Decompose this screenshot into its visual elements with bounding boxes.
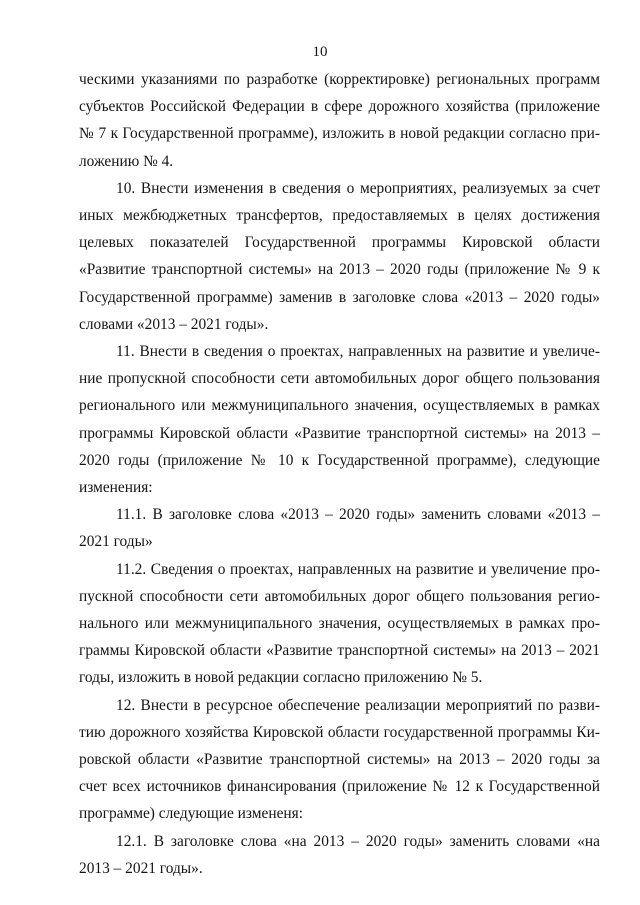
page-number: 10 bbox=[312, 44, 328, 60]
document-body bbox=[79, 66, 600, 882]
paragraph-item-12-1: 12.1. В заголовке слова «на 2013 – 2020 годы» заменить словами «на 2013 – 2021 годы». bbox=[79, 832, 600, 877]
paragraph-item-10: 10. Внести изменения в сведения о мероприятиях, реализуемых за счет иных межбюджетных трансфертов, предоставляемых в целях достижения целевых показателей Государственной программы Кировской области «Развитие транспортной системы» на 2013 – 2020 годы (приложение № 9 к Государственной программе) заменив в заголовке слова «2013 – 2020 годы» словами «2013 – 2021 годы». bbox=[79, 179, 600, 333]
paragraph-item-11: 11. Внести в сведения о проектах, направленных на развитие и увеличение пропускной способности сети автомобильных дорог общего пользования регионального или межмуниципального значения, осуществляемых в рамках программы Кировской области «Развитие транспортной системы» на 2013 – 2020 годы (приложение № 10 к Государственной программе), следующие изменения: bbox=[79, 343, 600, 497]
paragraph-item-11-1: 11.1. В заголовке слова «2013 – 2020 годы» заменить словами «2013 – 2021 годы» bbox=[79, 506, 600, 551]
paragraph-item-12: 12. Внести в ресурсное обеспечение реализации мероприятий по развитию дорожного хозяйства Кировской области государственной программы Кировской области «Развитие транспортной системы» на 2013 – 2020 годы за счет всех источников финансирования (приложение № 12 к Государственной программе) следующие измененя: bbox=[79, 696, 600, 823]
paragraph-item-11-2: 11.2. Сведения о проектах, направленных на развитие и увеличение пропускной способности сети автомобильных дорог общего пользования регионального или межмуниципального значения, осуществляемых в рамках программы Кировской области «Развитие транспортной системы» на 2013 – 2021 годы, изложить в новой редакции согласно приложению № 5. bbox=[79, 560, 600, 687]
paragraph-continuation: ческими указаниями по разработке (корректировке) региональных программ субъектов Российской Федерации в сфере дорожного хозяйства (приложение № 7 к Государственной программе), изложить в новой редакции согласно приложению № 4. bbox=[79, 71, 600, 170]
